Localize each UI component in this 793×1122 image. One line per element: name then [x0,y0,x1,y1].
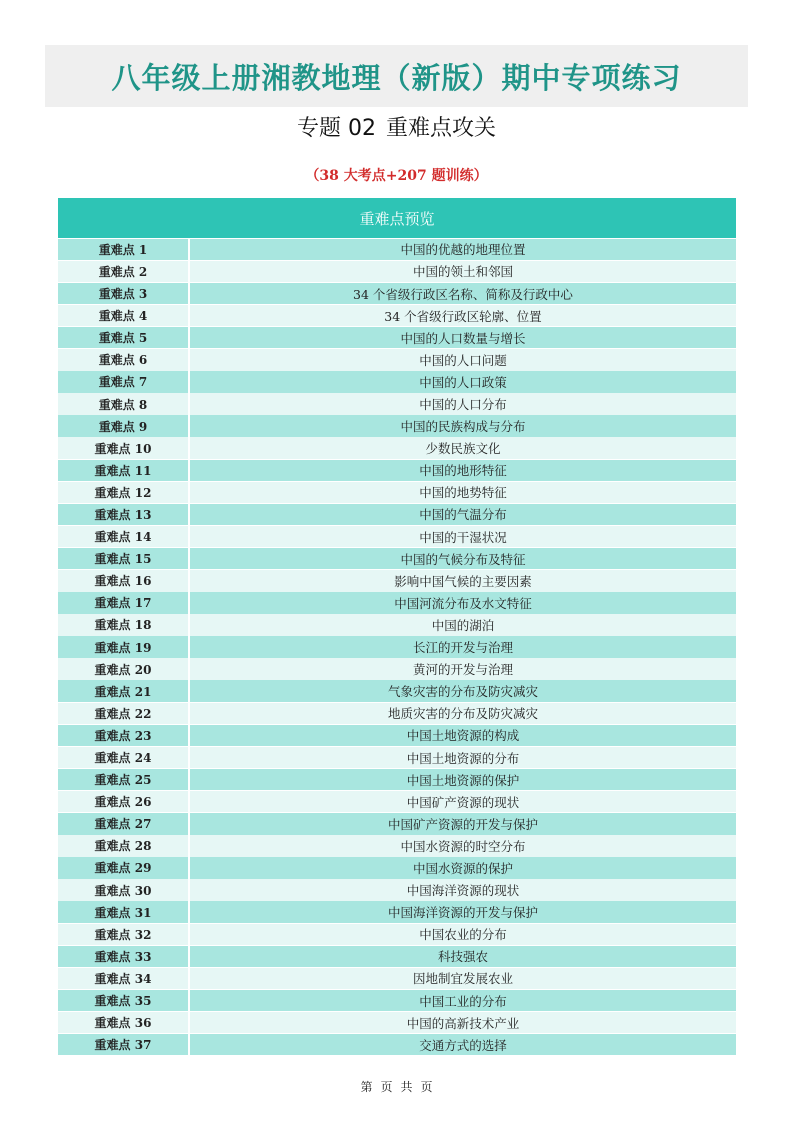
table-row [58,725,736,747]
key-point-label: 重难点 3 [58,283,188,305]
key-point-topic: 34 个省级行政区轮廓、位置 [190,305,736,327]
table-row [58,592,736,614]
key-point-topic: 少数民族文化 [190,437,736,459]
key-point-label: 重难点 10 [58,437,188,459]
table-row [58,371,736,393]
key-point-topic: 中国土地资源的分布 [190,747,736,769]
document-title: 八年级上册湘教地理（新版）期中专项练习 [111,60,682,95]
key-point-label: 重难点 29 [58,857,188,879]
table-row [58,857,736,879]
key-point-topic: 中国农业的分布 [190,924,736,946]
key-point-label: 重难点 2 [58,261,188,283]
key-point-topic: 中国的干湿状况 [190,526,736,548]
key-point-label: 重难点 4 [58,305,188,327]
table-row [58,504,736,526]
key-point-topic: 中国的领土和邻国 [190,261,736,283]
key-point-label: 重难点 16 [58,570,188,592]
subtitle-main: 重难点攻关 [385,116,496,141]
table-row [58,924,736,946]
key-point-topic: 中国水资源的时空分布 [190,835,736,857]
table-row [58,239,736,261]
table-row [58,658,736,680]
key-point-label: 重难点 13 [58,504,188,526]
key-point-topic: 中国的人口政策 [190,371,736,393]
table-row [58,1034,736,1056]
key-points-table [58,198,736,1055]
key-point-topic: 中国的人口数量与增长 [190,327,736,349]
key-point-topic: 中国土地资源的保护 [190,769,736,791]
key-point-topic: 中国的湖泊 [190,614,736,636]
key-point-topic: 中国海洋资源的开发与保护 [190,901,736,923]
key-point-topic: 交通方式的选择 [190,1034,736,1056]
key-point-topic: 中国河流分布及水文特征 [190,592,736,614]
key-point-topic: 科技强农 [190,946,736,968]
table-row [58,460,736,482]
training-note: （38 大考点+207 题训练） [305,168,488,184]
key-point-label: 重难点 1 [58,239,188,261]
key-point-label: 重难点 27 [58,813,188,835]
title-banner [45,45,748,107]
key-point-label: 重难点 30 [58,879,188,901]
table-row [58,327,736,349]
table-row [58,636,736,658]
table-row [58,813,736,835]
table-row [58,482,736,504]
key-point-topic: 中国的高新技术产业 [190,1012,736,1034]
table-row [58,835,736,857]
key-point-label: 重难点 21 [58,680,188,702]
table-row [58,703,736,725]
key-point-topic: 中国水资源的保护 [190,857,736,879]
page-footer [0,1078,793,1095]
key-point-label: 重难点 14 [58,526,188,548]
key-point-label: 重难点 37 [58,1034,188,1056]
table-header: 重难点预览 [58,198,736,238]
key-point-label: 重难点 22 [58,703,188,725]
table-row [58,946,736,968]
table-row [58,393,736,415]
key-point-label: 重难点 5 [58,327,188,349]
footer-page-label: 第 [360,1080,373,1094]
key-point-topic: 中国海洋资源的现状 [190,879,736,901]
key-point-topic: 中国的气温分布 [190,504,736,526]
table-row [58,879,736,901]
table-row [58,769,736,791]
key-point-topic: 中国的民族构成与分布 [190,415,736,437]
key-point-label: 重难点 28 [58,835,188,857]
key-point-topic: 长江的开发与治理 [190,636,736,658]
footer-total-blank: 页 [420,1080,433,1094]
table-row [58,901,736,923]
subtitle-prefix: 专题 02 [296,116,376,141]
key-point-topic: 中国的人口分布 [190,393,736,415]
key-point-label: 重难点 36 [58,1012,188,1034]
key-point-topic: 中国的优越的地理位置 [190,239,736,261]
key-point-label: 重难点 33 [58,946,188,968]
table-row [58,526,736,548]
key-point-label: 重难点 26 [58,791,188,813]
key-point-topic: 黄河的开发与治理 [190,658,736,680]
table-row [58,747,736,769]
table-row [58,349,736,371]
table-row [58,437,736,459]
key-point-topic: 气象灾害的分布及防灾减灾 [190,680,736,702]
table-row [58,261,736,283]
key-point-topic: 因地制宜发展农业 [190,968,736,990]
key-point-label: 重难点 32 [58,924,188,946]
table-row [58,990,736,1012]
key-point-label: 重难点 7 [58,371,188,393]
table-row [58,968,736,990]
key-point-topic: 中国土地资源的构成 [190,725,736,747]
table-body [58,239,736,1056]
key-point-label: 重难点 25 [58,769,188,791]
key-point-topic: 中国的气候分布及特征 [190,548,736,570]
table-row [58,415,736,437]
footer-page-blank: 页 [380,1080,393,1094]
table-row [58,680,736,702]
key-point-topic: 中国矿产资源的开发与保护 [190,813,736,835]
key-point-label: 重难点 31 [58,901,188,923]
key-point-label: 重难点 20 [58,658,188,680]
key-point-topic: 中国的地形特征 [190,460,736,482]
table-row [58,791,736,813]
key-point-topic: 地质灾害的分布及防灾减灾 [190,703,736,725]
document-subtitle [0,111,793,142]
key-point-label: 重难点 18 [58,614,188,636]
key-point-label: 重难点 9 [58,415,188,437]
table-row [58,570,736,592]
key-point-topic: 影响中国气候的主要因素 [190,570,736,592]
key-point-label: 重难点 17 [58,592,188,614]
key-point-label: 重难点 24 [58,747,188,769]
key-point-topic: 中国的人口问题 [190,349,736,371]
key-point-topic: 中国工业的分布 [190,990,736,1012]
table-row [58,283,736,305]
key-point-label: 重难点 8 [58,393,188,415]
key-point-label: 重难点 35 [58,990,188,1012]
key-point-topic: 34 个省级行政区名称、简称及行政中心 [190,283,736,305]
table-row [58,614,736,636]
key-point-topic: 中国矿产资源的现状 [190,791,736,813]
key-point-label: 重难点 6 [58,349,188,371]
key-point-label: 重难点 23 [58,725,188,747]
key-point-label: 重难点 19 [58,636,188,658]
table-row [58,548,736,570]
table-row [58,305,736,327]
footer-total-label: 共 [400,1080,413,1094]
key-point-label: 重难点 11 [58,460,188,482]
key-point-topic: 中国的地势特征 [190,482,736,504]
key-point-label: 重难点 12 [58,482,188,504]
table-row [58,1012,736,1034]
key-point-label: 重难点 34 [58,968,188,990]
key-point-label: 重难点 15 [58,548,188,570]
